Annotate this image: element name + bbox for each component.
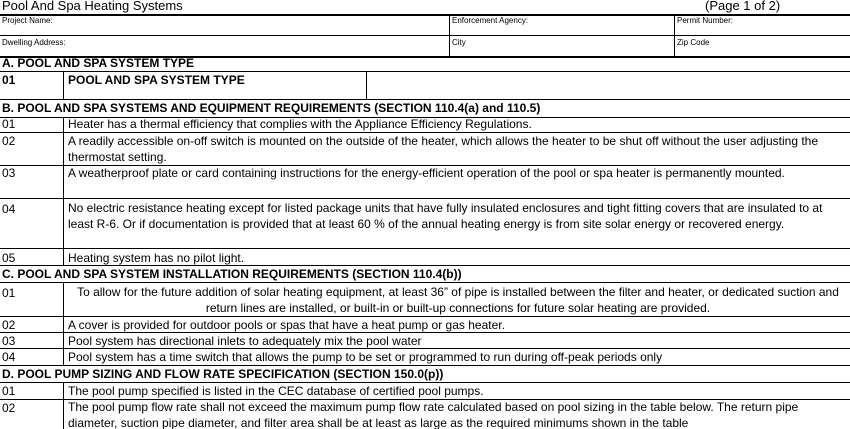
item-number: 01 [2,117,16,131]
requirement-text: Pool system has a time switch that allows the pump to be set or programmed to run during off-peak periods only [68,350,663,364]
divider [0,99,850,100]
city-label: City [452,38,466,47]
form-title: Pool And Spa Heating Systems [2,0,183,13]
item-number: 04 [2,350,16,364]
divider [0,348,850,349]
enforcement-agency-label: Enforcement Agency: [452,16,529,25]
item-number: 04 [2,202,16,216]
requirement-text: The pool pump specified is listed in the CEC database of certified pool pumps. [68,384,484,398]
section-a-heading: A. POOL AND SPA SYSTEM TYPE [2,56,195,70]
divider [0,316,850,317]
requirement-text: A cover is provided for outdoor pools or spas that have a heat pump or gas heater. [68,318,505,332]
divider [0,382,850,383]
permit-number-label: Permit Number: [677,16,734,25]
system-type-label: POOL AND SPA SYSTEM TYPE [68,73,245,87]
divider [0,265,850,266]
row-number: 01 [2,73,16,87]
divider [63,283,64,365]
requirement-text: Heater has a thermal efficiency that complies with the Appliance Efficiency Regulations. [68,117,532,131]
section-d-heading: D. POOL PUMP SIZING AND FLOW RATE SPECIFICATION (SECTION 150.0(p)) [2,367,444,381]
divider [0,35,850,36]
requirement-text: A readily accessible on-off switch is mounted on the outside of the heater, which allows the heater to be shut off without the user adjusting the thermostat setting. [68,134,819,164]
zip-code-label: Zip Code [677,38,710,47]
divider [0,132,850,133]
item-number: 01 [2,384,16,398]
divider [0,332,850,333]
project-name-field[interactable] [0,25,449,34]
page-indicator: (Page 1 of 2) [705,0,781,13]
requirement-text: The pool pump flow rate shall not exceed the maximum pump flow rate calculated based on pool sizing in the table below. The return pipe diameter, suction pipe diameter, and filter area shall be at least as large as the required minimums shown in the table [68,400,799,429]
divider [674,15,675,57]
section-b-heading: B. POOL AND SPA SYSTEMS AND EQUIPMENT REQUIREMENTS (SECTION 110.4(a) and 110.5) [2,101,541,115]
requirement-text: Heating system has no pilot light. [68,251,245,265]
section-c-heading: C. POOL AND SPA SYSTEM INSTALLATION REQUIREMENTS (SECTION 110.4(b)) [2,267,462,281]
divider [366,71,367,99]
enforcement-agency-field[interactable] [451,25,674,34]
item-number: 02 [2,401,16,415]
requirement-text: No electric resistance heating except for listed package units that have fully insulated enclosures and tight fitting covers that are insulated to at least R-6. Or if documentation is provided that at least 60 % of the annual heating energy is from site solar energy or recovered energy. [68,201,823,231]
item-number: 03 [2,334,16,348]
divider [449,15,450,57]
dwelling-address-field[interactable] [0,47,449,56]
permit-number-field[interactable] [676,25,850,34]
item-number: 01 [2,286,16,300]
divider [63,118,64,266]
divider [0,365,850,366]
divider [0,282,850,283]
city-field[interactable] [451,47,674,56]
item-number: 02 [2,318,16,332]
requirement-text: To allow for the future addition of solar heating equipment, at least 36” of pipe is installed between the filter and heater, or dedicated suction and return lines are installed, or built-in or built-up connections for future solar heating are provided. [77,285,839,315]
divider [63,71,64,99]
project-name-label: Project Name: [2,16,53,25]
divider [0,198,850,199]
system-type-field[interactable] [367,72,850,99]
item-number: 02 [2,134,16,148]
item-number: 03 [2,166,16,180]
divider [0,248,850,249]
requirement-text: Pool system has directional inlets to adequately mix the pool water [68,334,422,348]
zip-code-field[interactable] [676,47,850,56]
requirement-text: A weatherproof plate or card containing instructions for the energy-efficient operation of the pool or spa heater is permanently mounted. [68,166,785,180]
dwelling-address-label: Dwelling Address: [2,38,66,47]
divider [63,383,64,429]
item-number: 05 [2,251,16,265]
